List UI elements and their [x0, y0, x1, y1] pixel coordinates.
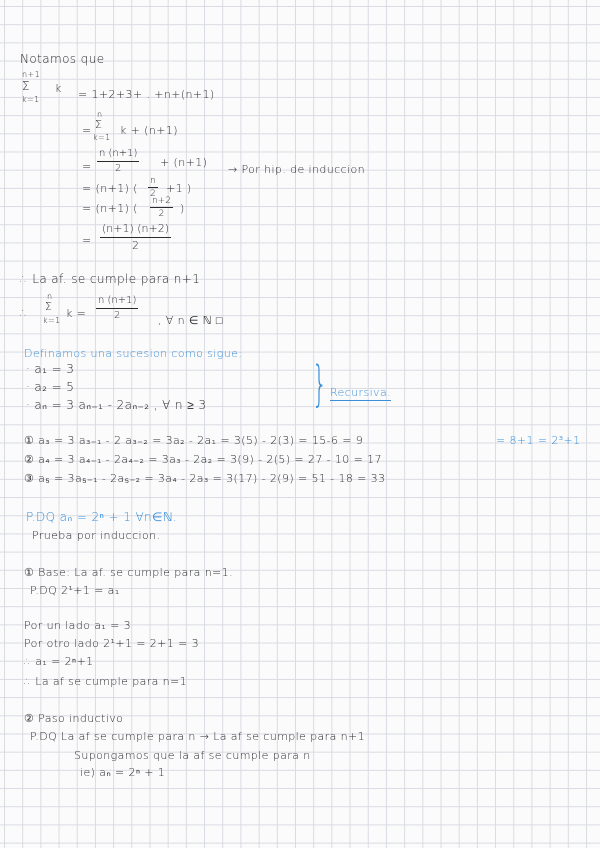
eq6-fraction	[100, 222, 171, 253]
eq6-numerator: (n+1) (n+2)	[100, 222, 171, 238]
eq3-denominator: 2	[115, 163, 122, 174]
por-un-lado: Por un lado a₁ = 3	[24, 619, 131, 632]
pdq-statement: P.DQ aₙ = 2ⁿ + 1 ∀n∈ℕ.	[26, 510, 178, 524]
recursiva-label: Recursiva.	[330, 386, 391, 399]
therefore-forall: , ∀ n ∈ ℕ □	[158, 314, 223, 327]
calc-line-3: ③ a₅ = 3a₅₋₁ - 2a₅₋₂ = 3a₄ - 2a₃ = 3(17) - 2(9) = 51 - 18 = 33	[24, 472, 386, 485]
eq2-lower-limit: k=1	[93, 133, 111, 142]
therefore-sum-lower: k=1	[43, 316, 61, 325]
supongamos: Supongamos que la af se cumple para n	[74, 749, 311, 762]
eq3-rest: + (n+1)	[160, 156, 208, 169]
therefore-k: k =	[66, 307, 87, 320]
eq6-equals: =	[82, 234, 92, 247]
eq4-left: = (n+1) (	[82, 182, 138, 195]
eq3-equals: =	[82, 160, 92, 173]
eq2-rest: k + (n+1)	[120, 124, 178, 137]
conclusion-a1: ∴ a₁ = 2ⁿ+1	[24, 655, 94, 668]
eq3-note: → Por hip. de induccion	[228, 163, 365, 176]
inductive-step-title: ② Paso inductivo	[24, 712, 124, 725]
equation-line-1: = 1+2+3+ . +n+(n+1)	[78, 88, 215, 101]
definition-a1: · a₁ = 3	[26, 362, 75, 376]
sum-lower-limit: k=1	[22, 95, 40, 104]
eq2-sigma: Σ	[95, 118, 103, 131]
therefore-line-1: ∴ La af. se cumple para n+1	[20, 272, 201, 286]
sum-upper-limit: n+1	[22, 70, 41, 79]
base-case-pdq: P.DQ 2¹+1 = a₁	[30, 584, 120, 597]
eq2-equals: =	[82, 124, 92, 137]
recursive-brace: }	[312, 356, 328, 412]
eq5-left: = (n+1) (	[82, 202, 138, 215]
calc-line-1-blue: = 8+1 = 2³+1	[496, 434, 581, 447]
eq4-numerator: n	[150, 176, 156, 186]
sum-sigma: Σ	[22, 79, 30, 93]
eq2-upper-limit: n	[97, 110, 103, 119]
eq4-right: +1 )	[166, 182, 192, 195]
por-otro-lado: Por otro lado 2¹+1 = 2+1 = 3	[24, 637, 200, 650]
definition-title: Definamos una sucesion como sigue:	[24, 347, 243, 360]
therefore-numerator: n (n+1)	[96, 295, 138, 309]
eq3-numerator: n (n+1)	[97, 148, 139, 162]
eq5-fraction	[150, 196, 173, 219]
heading-notamos: Notamos que	[20, 52, 105, 66]
therefore-symbol: ∴	[20, 306, 29, 320]
calc-line-1: ① a₃ = 3 a₃₋₁ - 2 a₃₋₂ = 3a₂ - 2a₁ = 3(5) - 2(3) = 15-6 = 9	[24, 434, 364, 447]
therefore-sum-sigma: Σ	[45, 300, 53, 313]
inductive-step-pdq: P.DQ La af se cumple para n → La af se cumple para n+1	[30, 730, 365, 743]
eq5-denominator: 2	[158, 209, 165, 219]
eq3-fraction	[97, 148, 139, 175]
prueba-por-induccion: Prueba por induccion.	[32, 529, 161, 542]
therefore-denominator: 2	[114, 310, 121, 321]
inductive-hypothesis: ie) aₙ = 2ⁿ + 1	[80, 766, 166, 779]
eq6-denominator: 2	[132, 239, 140, 252]
calc-line-2: ② a₄ = 3 a₄₋₁ - 2a₄₋₂ = 3a₃ - 2a₂ = 3(9) - 2(5) = 27 - 10 = 17	[24, 453, 382, 466]
definition-an: · aₙ = 3 aₙ₋₁ - 2aₙ₋₂ , ∀ n ≥ 3	[26, 398, 207, 412]
definition-a2: · a₂ = 5	[26, 380, 75, 394]
conclusion-af: ∴ La af se cumple para n=1	[24, 675, 188, 688]
therefore-fraction	[96, 295, 138, 322]
eq4-denominator: 2	[149, 189, 156, 199]
eq5-numerator: n+2	[152, 196, 171, 206]
eq5-right: )	[180, 202, 185, 215]
therefore-sum-upper: n	[47, 292, 53, 301]
base-case-title: ① Base: La af. se cumple para n=1.	[24, 566, 233, 579]
sum-k: k	[55, 82, 62, 95]
